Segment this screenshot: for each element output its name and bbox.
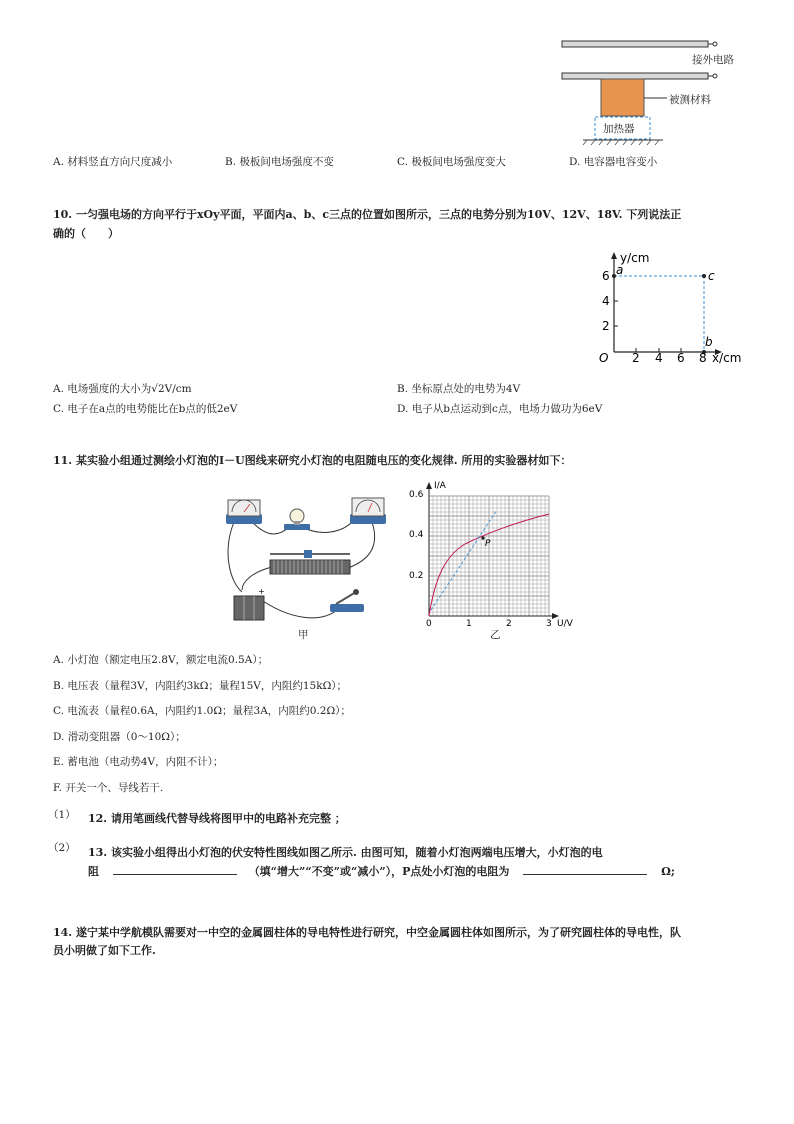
graph-x-tick-3: 3 — [546, 619, 552, 629]
q11-item-f: F. 开关一个、导线若干. — [53, 782, 164, 794]
q9-option-b: B. 极板间电场强度不变 — [225, 156, 334, 168]
q9-option-c: C. 极板间电场强度变大 — [397, 156, 506, 168]
q10-option-b: B. 坐标原点处的电势为4V — [397, 383, 521, 395]
q11-item-d: D. 滑动变阻器（0～10Ω）； — [53, 731, 186, 743]
sub2-middle: （填“增大”“不变”或“减小”），P点处小灯泡的电阻为 — [248, 865, 510, 878]
sub2-prefix: 阻 — [88, 865, 99, 878]
sub1-text: 12. 请用笔画线代替导线将图甲中的电路补充完整 ； — [88, 812, 346, 825]
point-c-label: c — [708, 269, 715, 283]
graph-y-label: I/A — [434, 481, 446, 491]
sub2-number: （2） — [48, 842, 76, 854]
iu-graph — [405, 478, 580, 630]
q11-stem: 11. 某实验小组通过测绘小灯泡的I－U图线来研究小灯泡的电阻随电压的变化规律. 所用的实验器材如下： — [53, 454, 572, 467]
bulb-icon — [284, 509, 310, 530]
x-tick-6: 6 — [677, 351, 685, 365]
point-b-label: b — [705, 335, 713, 349]
graph-y-tick-02: 0.2 — [409, 571, 424, 581]
material-block — [601, 79, 644, 116]
rheostat-icon — [270, 550, 350, 574]
label-heater: 加热器 — [603, 123, 635, 135]
q11-item-c: C. 电流表（量程0.6A，内阻约1.0Ω；量程3A，内阻约0.2Ω）； — [53, 705, 351, 717]
point-p-label: P — [485, 539, 491, 549]
graph-x-label: U/V — [557, 619, 573, 629]
battery-icon — [234, 587, 265, 620]
point-a-label: a — [616, 263, 624, 277]
upper-plate — [562, 41, 708, 47]
q11-item-b: B. 电压表（量程3V，内阻约3kΩ；量程15V，内阻约15kΩ）； — [53, 680, 348, 692]
q14-line1: 14. 遂宁某中学航模队需要对一中空的金属圆柱体的导电特性进行研究，中空金属圆柱体如图所示，为了研究圆柱体的导电性，队 — [53, 926, 681, 939]
q10-option-a: A. 电场强度的大小为√2V/cm — [53, 383, 192, 395]
label-outer-circuit: 接外电路 — [692, 54, 734, 66]
q10-option-d: D. 电子从b点运动到c点，电场力做功为6eV — [397, 403, 603, 415]
voltmeter-icon — [226, 500, 262, 524]
caption-yi: 乙 — [490, 629, 501, 641]
q9-option-a: A. 材料竖直方向尺度减小 — [53, 156, 173, 168]
y-tick-4: 4 — [602, 294, 610, 308]
sub2-line1: 13. 该实验小组得出小灯泡的伏安特性图线如图乙所示. 由图可知，随着小灯泡两端电压增大，小灯泡的电 — [88, 846, 603, 859]
q14-line2: 员小明做了如下工作. — [53, 944, 156, 957]
caption-jia: 甲 — [298, 629, 309, 641]
graph-y-tick-04: 0.4 — [409, 530, 424, 540]
capacitor-heater-figure — [555, 34, 755, 146]
q9-option-d: D. 电容器电容变小 — [569, 156, 658, 168]
q11-item-a: A. 小灯泡（额定电压2.8V，额定电流0.5A）； — [53, 654, 269, 666]
y-axis-label: y/cm — [620, 251, 650, 265]
origin-label: O — [599, 351, 609, 365]
sub2-line2 — [88, 862, 728, 880]
q10-stem-line2: 确的（ ） — [53, 227, 119, 240]
point-c — [702, 274, 706, 278]
graph-x-tick-2: 2 — [506, 619, 512, 629]
x-tick-8: 8 — [699, 351, 707, 365]
q10-stem-line1: 10. 一匀强电场的方向平行于xOy平面，平面内a、b、c三点的位置如图所示，三点的电势分别为10V、12V、18V. 下列说法正 — [53, 208, 682, 221]
label-material: 被测材料 — [669, 94, 711, 106]
graph-x-tick-1: 1 — [466, 619, 472, 629]
q11-item-e: E. 蓄电池（电动势4V，内阻不计）； — [53, 756, 224, 768]
svg-text:+: + — [258, 587, 265, 596]
x-tick-2: 2 — [632, 351, 640, 365]
answer-blank-resistance-value[interactable] — [523, 862, 647, 875]
answer-blank-resistance-trend[interactable] — [113, 862, 237, 875]
y-tick-2: 2 — [602, 319, 610, 333]
sub1-number: （1） — [48, 809, 76, 821]
circuit-figure — [212, 492, 392, 627]
sub2-unit: Ω; — [661, 865, 675, 878]
q10-option-c: C. 电子在a点的电势能比在b点的低2eV — [53, 403, 238, 415]
graph-x-tick-0: 0 — [426, 619, 432, 629]
coordinate-figure — [590, 250, 750, 365]
switch-icon — [330, 589, 364, 612]
graph-y-tick-06: 0.6 — [409, 490, 424, 500]
x-axis-label: x/cm — [712, 351, 742, 365]
lower-plate — [562, 73, 708, 79]
y-tick-6: 6 — [602, 269, 610, 283]
x-tick-4: 4 — [655, 351, 663, 365]
ammeter-icon — [350, 498, 386, 524]
